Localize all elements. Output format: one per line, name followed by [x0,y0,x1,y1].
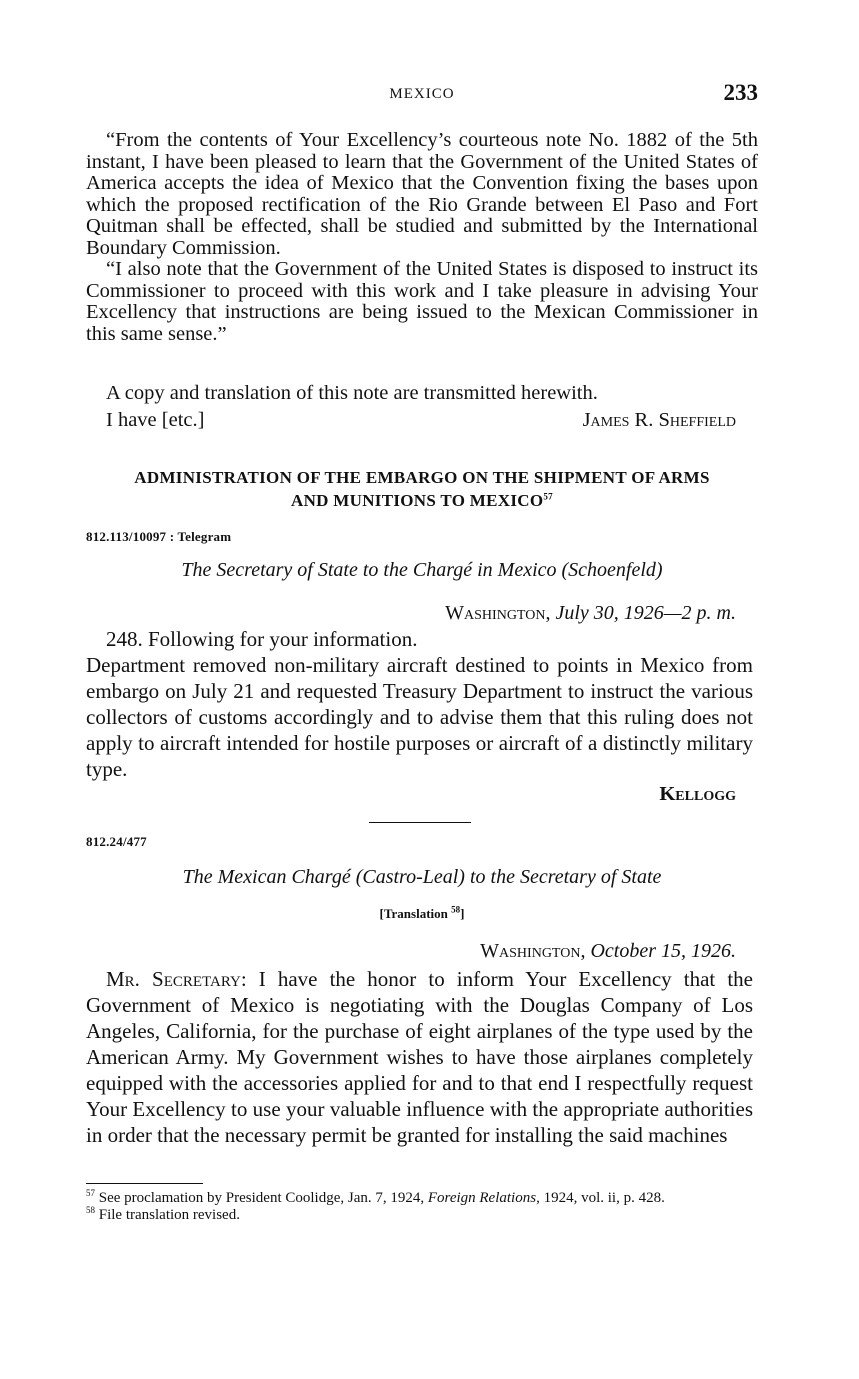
signature-sheffield: James R. Sheffield [582,409,736,431]
section-heading-line-2: AND MUNITIONS TO MEXICO [291,491,544,510]
section-heading-line-1: ADMINISTRATION OF THE EMBARGO ON THE SHIPMENT OF ARMS [134,468,710,487]
running-header-title: MEXICO [389,86,455,102]
footnotes [86,1190,758,1224]
section-heading-line-2-wrap [86,489,758,512]
dateline-2-date: October 15, 1926. [590,940,736,962]
telegram-opening: 248. Following for your information. [106,627,418,651]
footnote-58 [86,1207,758,1224]
file-reference-2: 812.24/477 [86,834,147,849]
dateline-1-place: Washington, [445,602,551,624]
footnote-57-text-b: , 1924, vol. ii, p. 428. [536,1190,665,1206]
quoted-paragraph-2: “I also note that the Government of the United States is disposed to instruct its Commissioner to proceed with this work and I take pleasure in advising Your Excellency that instructions are being issued to the Mexican Commissioner in this same sense.” [86,258,758,345]
translation-note [86,906,758,922]
section-heading [86,466,758,512]
letter-text: I have the honor to inform Your Excellency that the Government of Mexico is negotiating with the Douglas Company of Los Angeles, California, for the purchase of eight airplanes of the type used by the American Army. My Government wishes to have those airplanes completely equipped with the accessories applied for and to that end I respectfully request Your Excellency to use your valuable influence with the appropriate authorities in order that the necessary permit be granted for installing the said machines [86,967,753,1147]
telegram-body [86,626,753,782]
footnote-57 [86,1190,758,1207]
footnote-57-text-a: See proclamation by President Coolidge, Jan. 7, 1924, [98,1190,425,1206]
telegram-text: Department removed non-military aircraft destined to points in Mexico from embargo on July 21 and requested Treasury Department to instruct the various collectors of customs accordingly and to advise them that this ruling does not apply to aircraft intended for hostile purposes or aircraft of a distinctly military type. [86,653,753,781]
closing-line: I have [etc.] [106,409,205,431]
document-title-1: The Secretary of State to the Chargé in Mexico (Schoenfeld) [181,559,663,581]
page-number: 233 [723,80,758,105]
letter-body [86,966,753,1148]
footnote-ref-58: 58 [451,904,461,915]
document-title-2: The Mexican Chargé (Castro-Leal) to the Secretary of State [182,866,662,888]
footnote-rule [86,1183,203,1184]
translation-note-text: [Translation [379,906,448,921]
file-reference-1: 812.113/10097 : Telegram [86,529,232,544]
translation-note-close: ] [460,906,465,921]
footnote-57-italic: Foreign Relations [427,1190,537,1206]
dateline-2 [480,940,736,963]
salutation: Mr. Secretary: [106,967,247,991]
dateline-1-date: July 30, 1926—2 p. m. [555,602,736,624]
footnote-ref-57: 57 [543,491,553,502]
signature-kellogg: Kellogg [659,783,736,805]
letter-paragraph [86,966,753,1148]
transmittal-line: A copy and translation of this note are transmitted herewith. [106,382,598,404]
dateline-2-place: Washington, [480,940,586,962]
footnote-57-mark: 57 [86,1188,95,1198]
letter-continuation [86,130,758,345]
section-divider [369,822,471,823]
footnote-58-text: File translation revised. [98,1207,240,1223]
dateline-1 [445,602,736,625]
footnote-58-mark: 58 [86,1205,95,1215]
quoted-paragraph-1: “From the contents of Your Excellency’s courteous note No. 1882 of the 5th instant, I have been pleased to learn that the Government of the United States of America accepts the idea of Mexico that the Convention fixing the bases upon which the proposed rectification of the Rio Grande between El Paso and Fort Quitman shall be effected, shall be studied and submitted by the International Boundary Commission. [86,129,758,259]
